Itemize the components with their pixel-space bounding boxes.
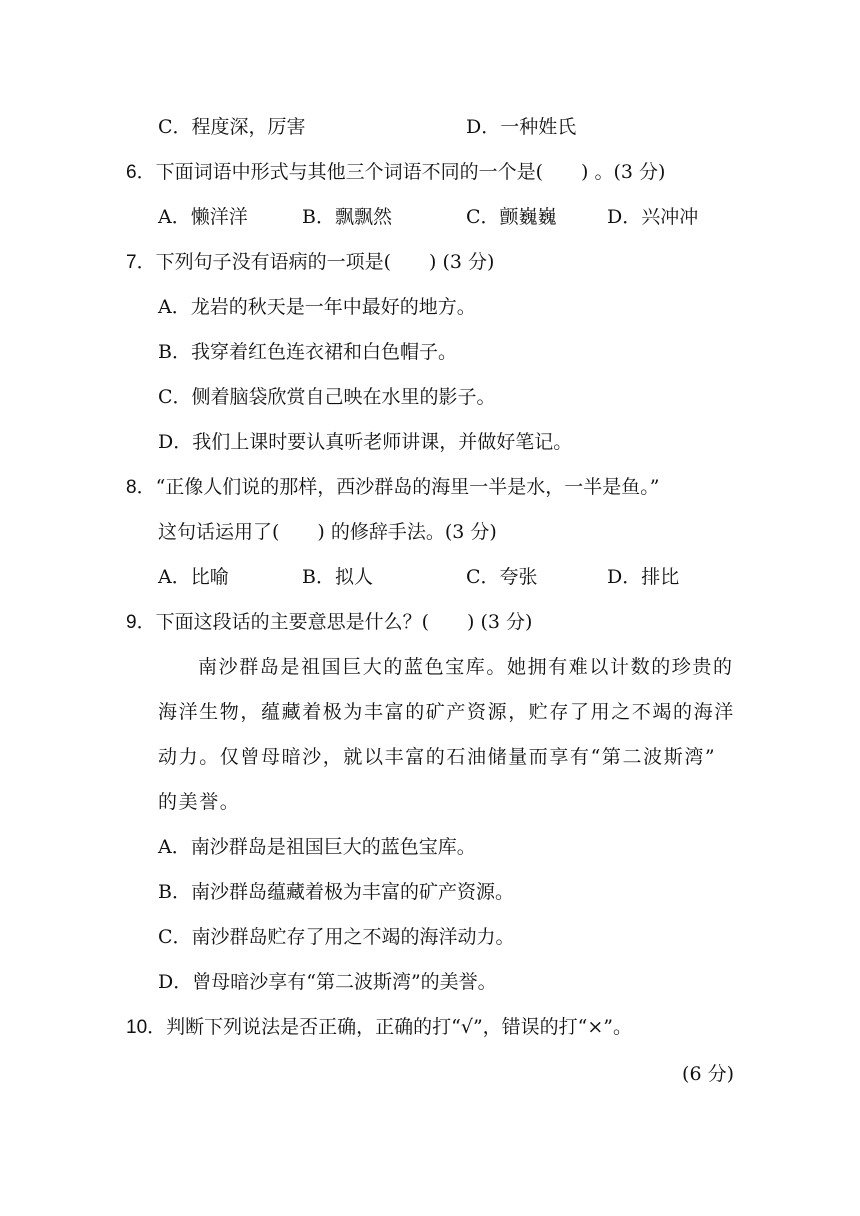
question-8 <box>126 475 660 500</box>
passage-line: 海洋生物，蕴藏着极为丰富的矿产资源，贮存了用之不竭的海洋 <box>158 701 735 723</box>
question-10 <box>126 1015 632 1040</box>
question-7-number: 7． <box>126 252 156 273</box>
question-8-number: 8． <box>126 477 156 498</box>
q7-option-c: C．侧着脑袋欣赏自己映在水里的影子。 <box>158 386 496 408</box>
question-8-text-line2: 这句话运用了( ) 的修辞手法。(3 分) <box>158 521 497 543</box>
question-6-number: 6． <box>126 162 156 183</box>
q9-option-d: D．曾母暗沙享有“第二波斯湾”的美誉。 <box>158 971 497 993</box>
q9-option-b: B．南沙群岛蕴藏着极为丰富的矿产资源。 <box>158 881 514 903</box>
question-7-text: 下列句子没有语病的一项是( ) (3 分) <box>155 251 495 273</box>
passage-line: 南沙群岛是祖国巨大的蓝色宝库。她拥有难以计数的珍贵的 <box>198 656 734 678</box>
q7-option-b: B．我穿着红色连衣裙和白色帽子。 <box>158 341 457 363</box>
question-7 <box>126 250 494 275</box>
passage-line: 动力。仅曾母暗沙，就以丰富的石油储量而享有“第二波斯湾” <box>158 746 717 768</box>
q8-option-a: A．比喻 <box>158 566 229 588</box>
q6-option-b: B．飘飘然 <box>302 206 392 228</box>
reading-passage <box>158 655 738 835</box>
q7-option-a: A．龙岩的秋天是一年中最好的地方。 <box>158 296 476 318</box>
q8-option-b: B．拟人 <box>302 566 373 588</box>
question-9-number: 9． <box>126 612 156 633</box>
question-10-text: 判断下列说法是否正确，正确的打“√”，错误的打“×”。 <box>166 1016 633 1038</box>
question-6-text: 下面词语中形式与其他三个词语不同的一个是( ) 。(3 分) <box>155 161 666 183</box>
passage-line: 的美誉。 <box>158 791 241 813</box>
q8-option-c: C．夸张 <box>466 566 538 588</box>
q5-option-d: D．一种姓氏 <box>466 116 577 138</box>
q7-option-d: D．我们上课时要认真听老师讲课，并做好笔记。 <box>158 431 573 453</box>
question-9-text: 下面这段话的主要意思是什么？( ) (3 分) <box>155 611 533 633</box>
question-10-score: (6 分) <box>682 1063 734 1085</box>
question-8-text-line1: “正像人们说的那样，西沙群岛的海里一半是水，一半是鱼。” <box>155 476 660 498</box>
q6-option-d: D．兴冲冲 <box>607 206 699 228</box>
question-6 <box>126 160 665 185</box>
q6-option-c: C．颤巍巍 <box>466 206 557 228</box>
q5-option-c: C．程度深，厉害 <box>158 116 306 138</box>
q9-option-c: C．南沙群岛贮存了用之不竭的海洋动力。 <box>158 926 515 948</box>
question-9 <box>126 610 532 635</box>
question-10-number: 10． <box>126 1017 167 1038</box>
q8-option-d: D．排比 <box>607 566 680 588</box>
q6-option-a: A．懒洋洋 <box>158 206 248 228</box>
q9-option-a: A．南沙群岛是祖国巨大的蓝色宝库。 <box>158 836 476 858</box>
